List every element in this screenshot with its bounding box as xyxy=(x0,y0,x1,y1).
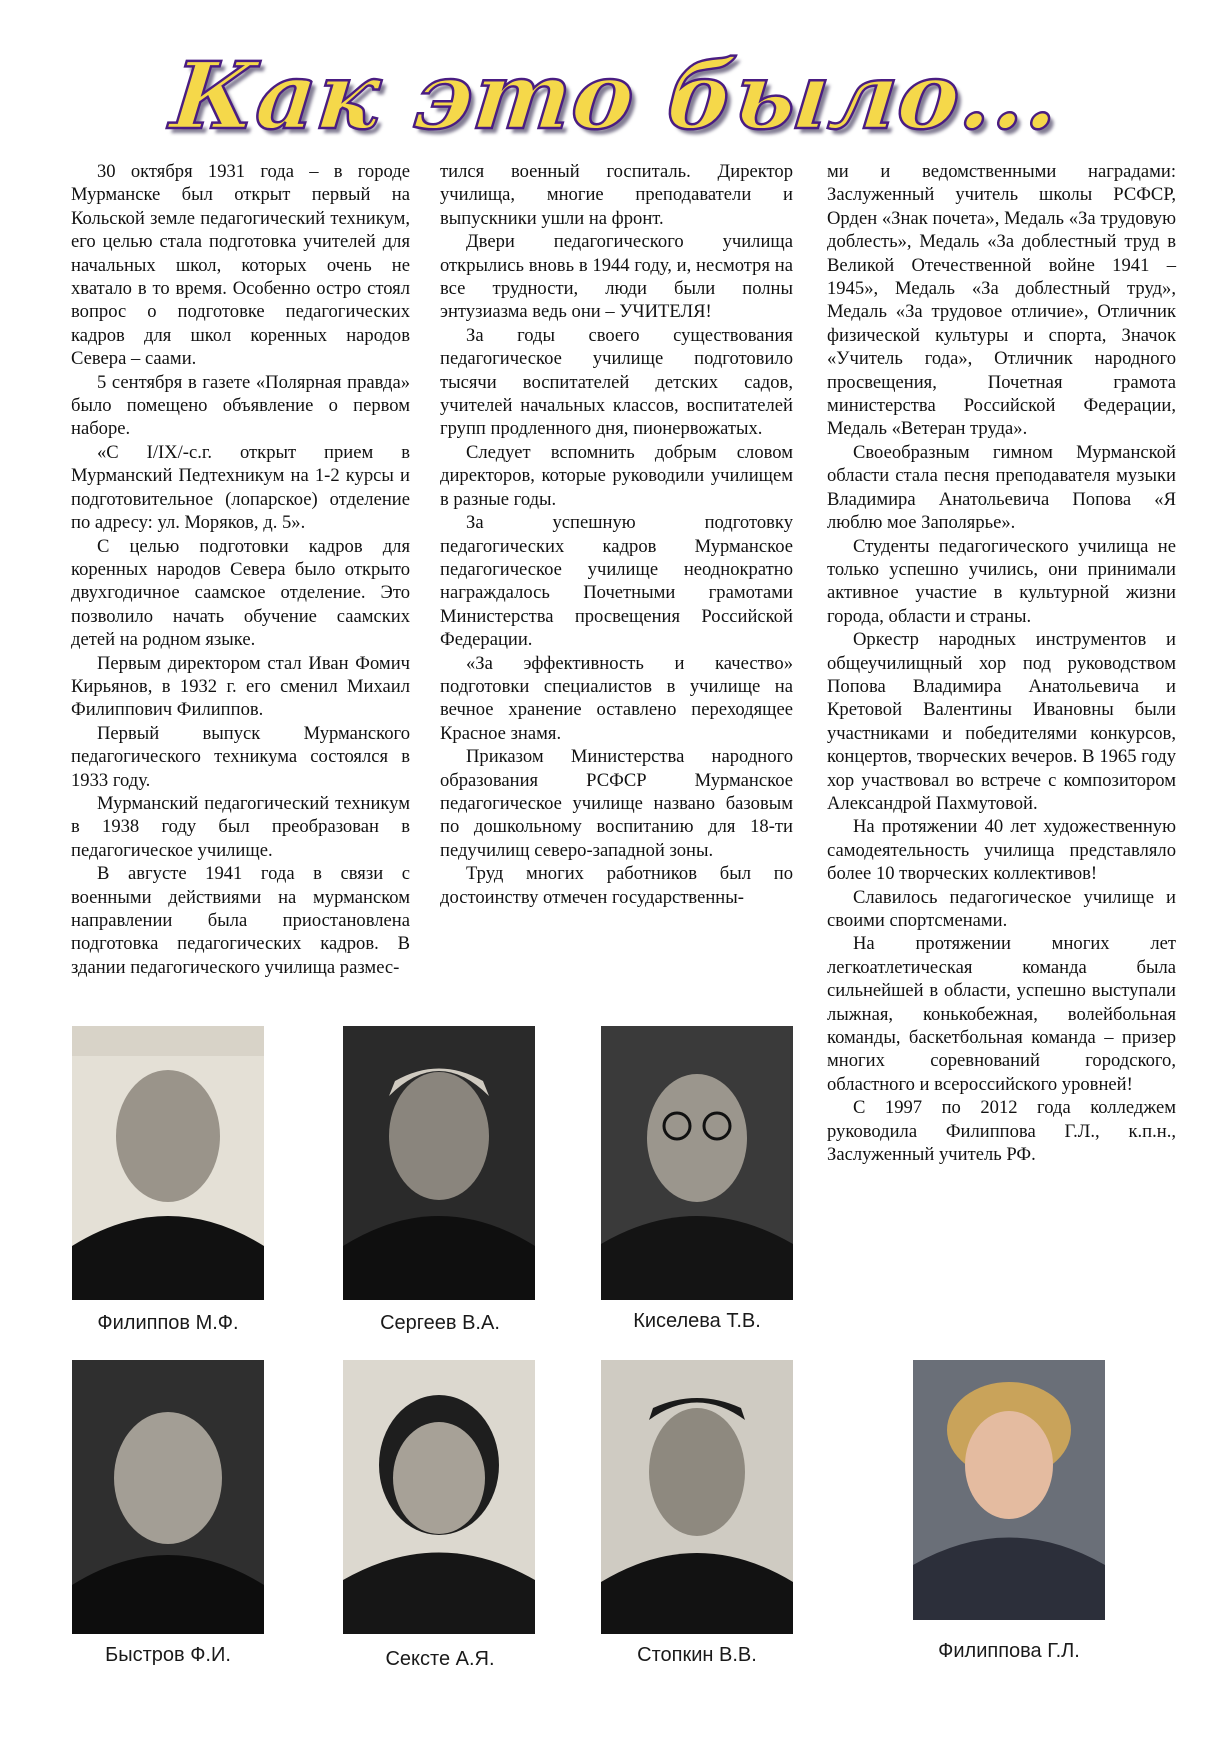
paragraph: С 1997 по 2012 года колледжем руководила Филиппова Г.Л., к.п.н., Заслуженный учитель РФ. xyxy=(827,1097,1176,1166)
portrait-silhouette-icon xyxy=(72,1026,264,1300)
paragraph: В августе 1941 года в связи с военными действиями на мурманском направлении была приостановлена подготовка педагогических кадров. В здании педагогического училища размес- xyxy=(71,863,410,978)
article-column-2 xyxy=(440,160,793,909)
article-column-1 xyxy=(71,160,410,979)
paragraph: Первый выпуск Мурманского педагогического техникума состоялся в 1933 году. xyxy=(71,722,410,791)
paragraph: Оркестр народных инструментов и общеучилищный хор под руководством Попова Владимира Анатольевича и Кретовой Валентины Ивановны были участниками и победителями конкурсов, концертов, творческих вечеров. В 1965 году хор участвовал во встрече с композитором Александрой Пахмутовой. xyxy=(827,629,1176,814)
paragraph: тился военный госпиталь. Директор училища, многие преподаватели и выпускники ушли на фронт. xyxy=(440,161,793,229)
paragraph: Труд многих работников был по достоинству отмечен государственны- xyxy=(440,863,793,908)
article-column-3 xyxy=(827,160,1176,1166)
portrait-photo xyxy=(72,1026,264,1300)
portrait-silhouette-icon xyxy=(72,1360,264,1634)
paragraph: Славилось педагогическое училище и своими спортсменами. xyxy=(827,886,1176,931)
portrait-silhouette-icon xyxy=(601,1360,793,1634)
portrait-silhouette-icon xyxy=(343,1360,535,1634)
paragraph: «С I/IX/-с.г. открыт прием в Мурманский Педтехникум на 1-2 курсы и подготовительное (лопарское) отделение по адресу: ул. Моряков, д. 5». xyxy=(71,441,410,534)
portrait-caption: Филиппов М.Ф. xyxy=(97,1312,239,1334)
portrait-silhouette-icon xyxy=(343,1026,535,1300)
portrait-caption: Сергеев В.А. xyxy=(380,1312,500,1334)
portrait-photo xyxy=(343,1026,535,1300)
paragraph: Следует вспомнить добрым словом директоров, которые руководили училищем в разные годы. xyxy=(440,441,793,510)
portrait-silhouette-icon xyxy=(913,1360,1105,1620)
portrait-photo xyxy=(913,1360,1105,1620)
paragraph: Мурманский педагогический техникум в 1938 году был преобразован в педагогическое училище. xyxy=(71,792,410,861)
paragraph: Студенты педагогического училища не только успешно учились, они принимали активное участие в культурной жизни города, области и страны. xyxy=(827,535,1176,627)
page-title: Как это было... xyxy=(166,42,1066,150)
portrait-caption: Быстров Ф.И. xyxy=(105,1644,231,1666)
paragraph: Первым директором стал Иван Фомич Кирьянов, в 1932 г. его сменил Михаил Филиппович Филиппов. xyxy=(71,652,410,721)
portrait-photo xyxy=(72,1360,264,1634)
portrait-photo xyxy=(343,1360,535,1634)
paragraph: На протяжении 40 лет художественную самодеятельность училища представляло более 10 творческих коллективов! xyxy=(827,816,1176,885)
paragraph: С целью подготовки кадров для коренных народов Севера было открыто двухгодичное саамское отделение. Это позволило начать обучение саамских детей на родном языке. xyxy=(71,535,410,651)
portrait-caption: Филиппова Г.Л. xyxy=(938,1640,1080,1662)
portrait-silhouette-icon xyxy=(601,1026,793,1300)
portrait-caption: Стопкин В.В. xyxy=(637,1644,757,1666)
paragraph: Двери педагогического училища открылись вновь в 1944 году, и, несмотря на все трудности, люди были полны энтузиазма ведь они – УЧИТЕЛЯ! xyxy=(440,231,793,323)
paragraph: «За эффективность и качество» подготовки специалистов в училище на вечное хранение оставлено переходящее Красное знамя. xyxy=(440,652,793,744)
paragraph: За годы своего существования педагогическое училище подготовило тысячи воспитателей детских садов, учителей начальных классов, воспитателей групп продленного дня, пионервожатых. xyxy=(440,324,793,440)
paragraph: 30 октября 1931 года – в городе Мурманске был открыт первый на Кольской земле педагогический техникум, его целью стала подготовка учителей для начальных школ, которых очень не хватало в то время. Особенно остро стоял вопрос о подготовке педагогических кадров для школ коренных народов Севера – саами. xyxy=(71,161,410,370)
paragraph: Своеобразным гимном Мурманской области стала песня преподавателя музыки Владимира Анатольевича Попова «Я люблю мое Заполярье». xyxy=(827,441,1176,534)
paragraph: За успешную подготовку педагогических кадров Мурманское педагогическое училище неоднократно награждалось Почетными грамотами Министерства просвещения Российской Федерации. xyxy=(440,512,793,651)
portrait-photo xyxy=(601,1360,793,1634)
paragraph: 5 сентября в газете «Полярная правда» было помещено объявление о первом наборе. xyxy=(71,371,410,440)
paragraph: ми и ведомственными наградами: Заслуженный учитель школы РСФСР, Орден «Знак почета», Медаль «За трудовую доблесть», Медаль «За доблестный труд в Великой Отечественной войне 1941 – 1945», Медаль «За доблестный труд», Медаль «За трудовое отличие», Отличник физической культуры и спорта, Значок «Учитель года», Отличник народного просвещения, Почетная грамота министерства Российской Федерации, Медаль «Ветеран труда». xyxy=(827,161,1176,440)
portrait-caption: Сексте А.Я. xyxy=(385,1648,495,1670)
portrait-photo xyxy=(601,1026,793,1300)
portrait-caption: Киселева Т.В. xyxy=(633,1310,761,1332)
paragraph: На протяжении многих лет легкоатлетическая команда была сильнейшей в области, успешно выступали лыжная, конькобежная, волейбольная команды, баскетбольная команда – призер многих соревнований городского, областного и всероссийского уровней! xyxy=(827,933,1176,1095)
paragraph: Приказом Министерства народного образования РСФСР Мурманское педагогическое училище названо базовым по дошкольному воспитанию для 18-ти педучилищ северо-западной зоны. xyxy=(440,746,793,861)
